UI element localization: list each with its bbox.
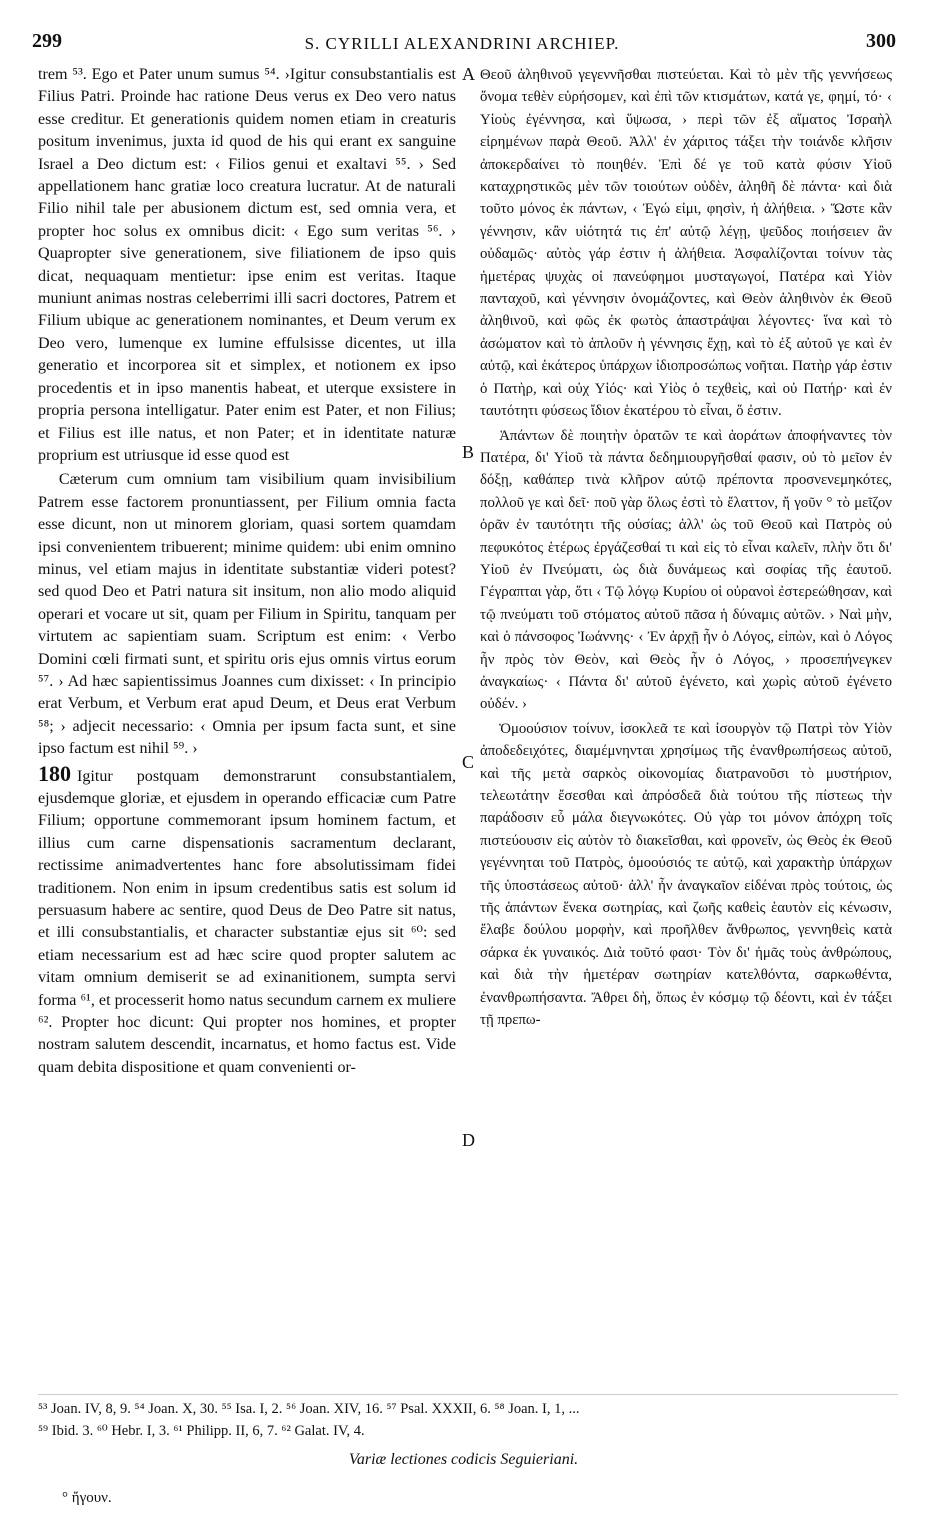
page-number-left: 299 [32,30,62,52]
latin-column [38,64,456,1079]
footnote-line-1: ⁵³ Joan. IV, 8, 9. ⁵⁴ Joan. X, 30. ⁵⁵ Isa. I, 2. ⁵⁶ Joan. XIV, 16. ⁵⁷ Psal. XXXII, 6. ⁵⁸ Joan. I, 1, ... [38,1401,580,1417]
greek-paragraph-1: Θεοῦ ἀληθινοῦ γεγεννῆσθαι πιστεύεται. Καὶ τὸ μὲν τῆς γεννήσεως ὄνομα τεθὲν εὑρήσομεν, καὶ ἐπὶ τῶν κτισμάτων, κατά γε, φημί, τό· ‹ Υἱοὺς ἐγέννησα, καὶ ὕψωσα, › περὶ τῶν ἐξ αἵματος Ἰσραὴλ εἰρημένων παρὰ Θεοῦ. Ἀλλ' ἐν χάριτος τάξει τὴν τοιάνδε κλῆσιν ἀποκερδαίνει τὸ ποιηθέν. Ἐπὶ δέ γε τοῦ κατὰ φύσιν Υἱοῦ καταχρηστικῶς μὲν τῶν τοιούτων οὐδὲν, ἀληθῆ δὲ πάντα· καὶ διὰ τοῦτο μόνος ἐκ πάντων, ‹ Ἐγώ εἰμι, φησὶν, ἡ ἀλήθεια. › Ὥστε κἂν γέννησιν, κἂν υἱότητά τις ἐπ' αὐτῷ λέγῃ, ψεῦδος ποιήσειεν ἂν οὐδαμῶς· αὐτὸς γάρ ἐστιν ἡ ἀλήθεια. Ἀσφαλίζονται τοίνυν τὰς ἡμετέρας ψυχὰς οἱ πανεύφημοι μυσταγωγοί, Πατέρα καὶ Υἱὸν πανταχοῦ, καὶ γέννησιν ὀνομάζοντες, καὶ Θεὸν ἀληθινὸν ἐκ Θεοῦ ἀληθινοῦ, καὶ φῶς ἐκ φωτὸς ἀπαστράψαι λέγοντες· ἵνα καὶ τὸ ἀσώματον καὶ τὸ ἁπλοῦν ἡ γέννησις ἔχῃ, καὶ τὸ ἐξ αὐτοῦ γε καὶ ἐν αὐτῷ, καὶ ἑκάτερος ὑπάρχων ἰδιοπροσώπως νοῆται. Πατὴρ γάρ ἐστιν ὁ Πατὴρ, καὶ οὐχ Υἱός· καὶ Υἱὸς ὁ τεχθεὶς, καὶ οὐ Πατήρ· καὶ ἐν ταυτότητι φύσεως ἴδιον ἑκατέρου τὸ εἶναι, ὅ ἐστιν. [480,67,892,420]
section-number: 180 [38,760,71,786]
margin-marker-d: D [462,1130,475,1150]
footnote-line-2: ⁵⁹ Ibid. 3. ⁶⁰ Hebr. I, 3. ⁶¹ Philipp. II, 6, 7. ⁶² Galat. IV, 4. [38,1423,365,1439]
latin-paragraph-3-text: Igitur postquam demonstrarunt consubstantialem, ejusdemque gloriæ, et ejusdem in operando efficaciæ cum Patre Filium; opportune commemorant ipsum hominem factum, et illius cum carne dispensationis sacramentum declarant, rectissime animadvertentes hanc fore absolutissimam fidei traditionem. Non enim in ipsum credentibus satis est solum id persuasum habere ac sentire, quod Deus de Deo Patre sit natus, et illi consubstantialis, et character substantiæ ejus sit ⁶⁰: sed etiam necessarium est ad hæc scire quod propter salutem ac vitam omnium demiserit se ad exinanitionem, sumpta servi forma ⁶¹, et processerit homo natus secundum carnem ex muliere ⁶². Propter hoc dicunt: Qui propter nos homines, et propter nostram salutem descendit, incarnatus, et homo factus est. Vide quam debita dispositione et quam convenienti or- [38,767,457,1076]
greek-paragraph-2: Ἁπάντων δὲ ποιητὴν ὁρατῶν τε καὶ ἀοράτων ἀποφήναντες τὸν Πατέρα, δι' Υἱοῦ τὰ πάντα δεδημιουργῆσθαί φασιν, οὐ τὸ μεῖον ἐν δόξῃ, καθάπερ τινὰ κλῆρον αὐτῷ πρέποντα προσνενεμηκότες, πολλοῦ γε καὶ δεῖ· ποῦ γὰρ ὅλως ἐστὶ τὸ ἔλαττον, ἤ γοῦν ° τὸ μεῖζον ὁρᾶν ἐν ταυτότητι τῆς οὐσίας; ἀλλ' ὡς τοῦ Θεοῦ καὶ Πατρὸς οὐ πεφυκότος ἑτέρως ἐργάζεσθαί τι καὶ εἰς τὸ εἶναι καλεῖν, πλὴν ὅτι δι' Υἱοῦ ἐν Πνεύματι, ὡς διὰ δυνάμεως καὶ σοφίας τῆς ἑαυτοῦ. Γέγραπται γὰρ, ὅτι ‹ Τῷ λόγῳ Κυρίου οἱ οὐρανοὶ ἐστερεώθησαν, καὶ τῷ πνεύματι τοῦ στόματος αὐτοῦ πᾶσα ἡ δύναμις αὐτῶν. › Ναὶ μὴν, καὶ ὁ πάνσοφος Ἰωάννης· ‹ Ἐν ἀρχῇ ἦν ὁ Λόγος, εἰπὼν, καὶ ὁ Λόγος ἦν πρὸς τὸν Θεὸν, καὶ Θεὸς ἦν ὁ Λόγος, › προσεπήνεγκεν ἀναγκαίως· ‹ Πάντα δι' αὐτοῦ ἐγένετο, καὶ χωρὶς αὐτοῦ ἐγένετο οὐδέν. › [480,427,892,713]
latin-paragraph-3 [38,760,457,1080]
running-title: S. CYRILLI ALEXANDRINI ARCHIEP. [304,34,620,53]
margin-marker-a: A [462,64,475,84]
page-header [28,30,896,60]
variant-readings-title: Variæ lectiones codicis Seguieriani. [348,1451,579,1468]
page-number-right: 300 [866,30,896,52]
greek-column [480,64,892,1031]
greek-paragraph-3: Ὁμοούσιον τοίνυν, ἰσοκλεᾶ τε καὶ ἰσουργὸν τῷ Πατρὶ τὸν Υἱὸν ἀποδεδειχότες, διαμέμνηνται χρησίμως τῆς ἐνανθρωπήσεως αὐτοῦ, καὶ τῆς μετὰ σαρκὸς οἰκονομίας διατρανοῦσι τὸ μυστήριον, τελεωτάτην ἔσεσθαι καὶ ἀπρόσδεᾶ διὰ τούτου τῆς πίστεως τὴν παράδοσιν εὖ μάλα διεγνωκότες. Οὐ γὰρ τοι μόνον ἀπόχρη τοῖς πιστεύουσιν εἰς αὐτὸν τὸ διακεῖσθαι, καὶ φρονεῖν, ὡς Θεὸς ἐκ Θεοῦ γεγέννηται τοῦ Πατρὸς, ὁμοούσιός τε αὐτῷ, καὶ χαρακτὴρ ὑπάρχων τῆς ὑποστάσεως αὐτοῦ· ἀλλ' ἦν ἀναγκαῖον εἰδέναι πρὸς τούτοις, ὡς τῆς ἁπάντων ἕνεκα σωτηρίας, καὶ ζωῆς καθεὶς ἑαυτὸν εἰς κένωσιν, ἔλαβε δούλου μορφὴν, καὶ προῆλθεν ἄνθρωπος, γεννηθεὶς κατὰ σάρκα ἐκ γυναικός. Διὰ τοῦτό φασι· Τὸν δι' ἡμᾶς τοὺς ἀνθρώπους, καὶ διὰ τὴν ἡμετέραν σωτηρίαν κατελθόντα, σαρκωθέντα, ἐνανθρωπήσαντα. Ἄθρει δὴ, ὅπως ἐν κόσμῳ τῷ δέοντι, καὶ ἐν τάξει τῇ πρεπω- [480,720,892,1029]
margin-marker-c: C [462,752,475,772]
footnotes [38,1398,898,1442]
latin-paragraph-1: trem ⁵³. Ego et Pater unum sumus ⁵⁴. ›Igitur consubstantialis est Filius Patri. Proinde hac ratione Deus verus ex Deo vero natus esse creditur. Et generationis quidem nomen etiam in creaturis positum invenimus, juxta id quod de his qui erant ex sanguine Israel a Deo dictum est: ‹ Filios genui et exaltavi ⁵⁵. › Sed appellationem hanc gratiæ loco creatura lucratur. At de naturali Filio nihil tale per abusionem dictum est, sed omnia vera, et propter hoc solus ex omnibus dicit: ‹ Ego sum veritas ⁵⁶. › Quapropter sive generationem, sive filiationem de ipso quis dicat, nequaquam mentietur: ipse enim est veritas. Itaque muniunt animas nostras celeberrimi illi sacri doctores, Patrem et Filium ubique ac generationem nominantes, et Deum verum ex Deo vero, lumenque ex lumine effulsisse dicentes, ut illa generatio et incorporea sit et simplex, et notionem ex ipso procedentis et in ipso manentis habeat, et uterque exsistere in propria persona intelligatur. Pater enim est Pater, et non Filius; et Filius est ille natus, et non Pater; et in identitate naturæ proprium est utriusque id esse quod est [38,66,456,464]
margin-marker-b: B [462,442,475,462]
latin-paragraph-2: Cæterum cum omnium tam visibilium quam invisibilium Patrem esse factorem pronuntiassent, per Filium omnia facta esse dicunt, non ut minorem gloriam, quasi sortem quamdam ipsi convenientem tribuerent; minime quidem: ubi enim omnino minus, vel etiam majus in identitate substantiæ videri potest? sed quod Deo et Patri natura sit insitum, non alio modo aliquid operari et vocare ut sit, quam per Filium in Spiritu, tanquam per virtutem ac sapientiam suam. Scriptum est enim: ‹ Verbo Domini cœli firmati sunt, et spiritu oris ejus omnis virtus eorum ⁵⁷. › Ad hæc sapientissimus Joannes cum dixisset: ‹ In principio erat Verbum, et Verbum erat apud Deum, et Deus erat Verbum ⁵⁸; › adjecit necessario: ‹ Omnia per ipsum facta sunt, et sine ipso factum est nihil ⁵⁹. › [38,471,456,758]
variant-reading-note: ° ἤγουν. [62,1490,112,1506]
footnote-divider [38,1394,898,1395]
